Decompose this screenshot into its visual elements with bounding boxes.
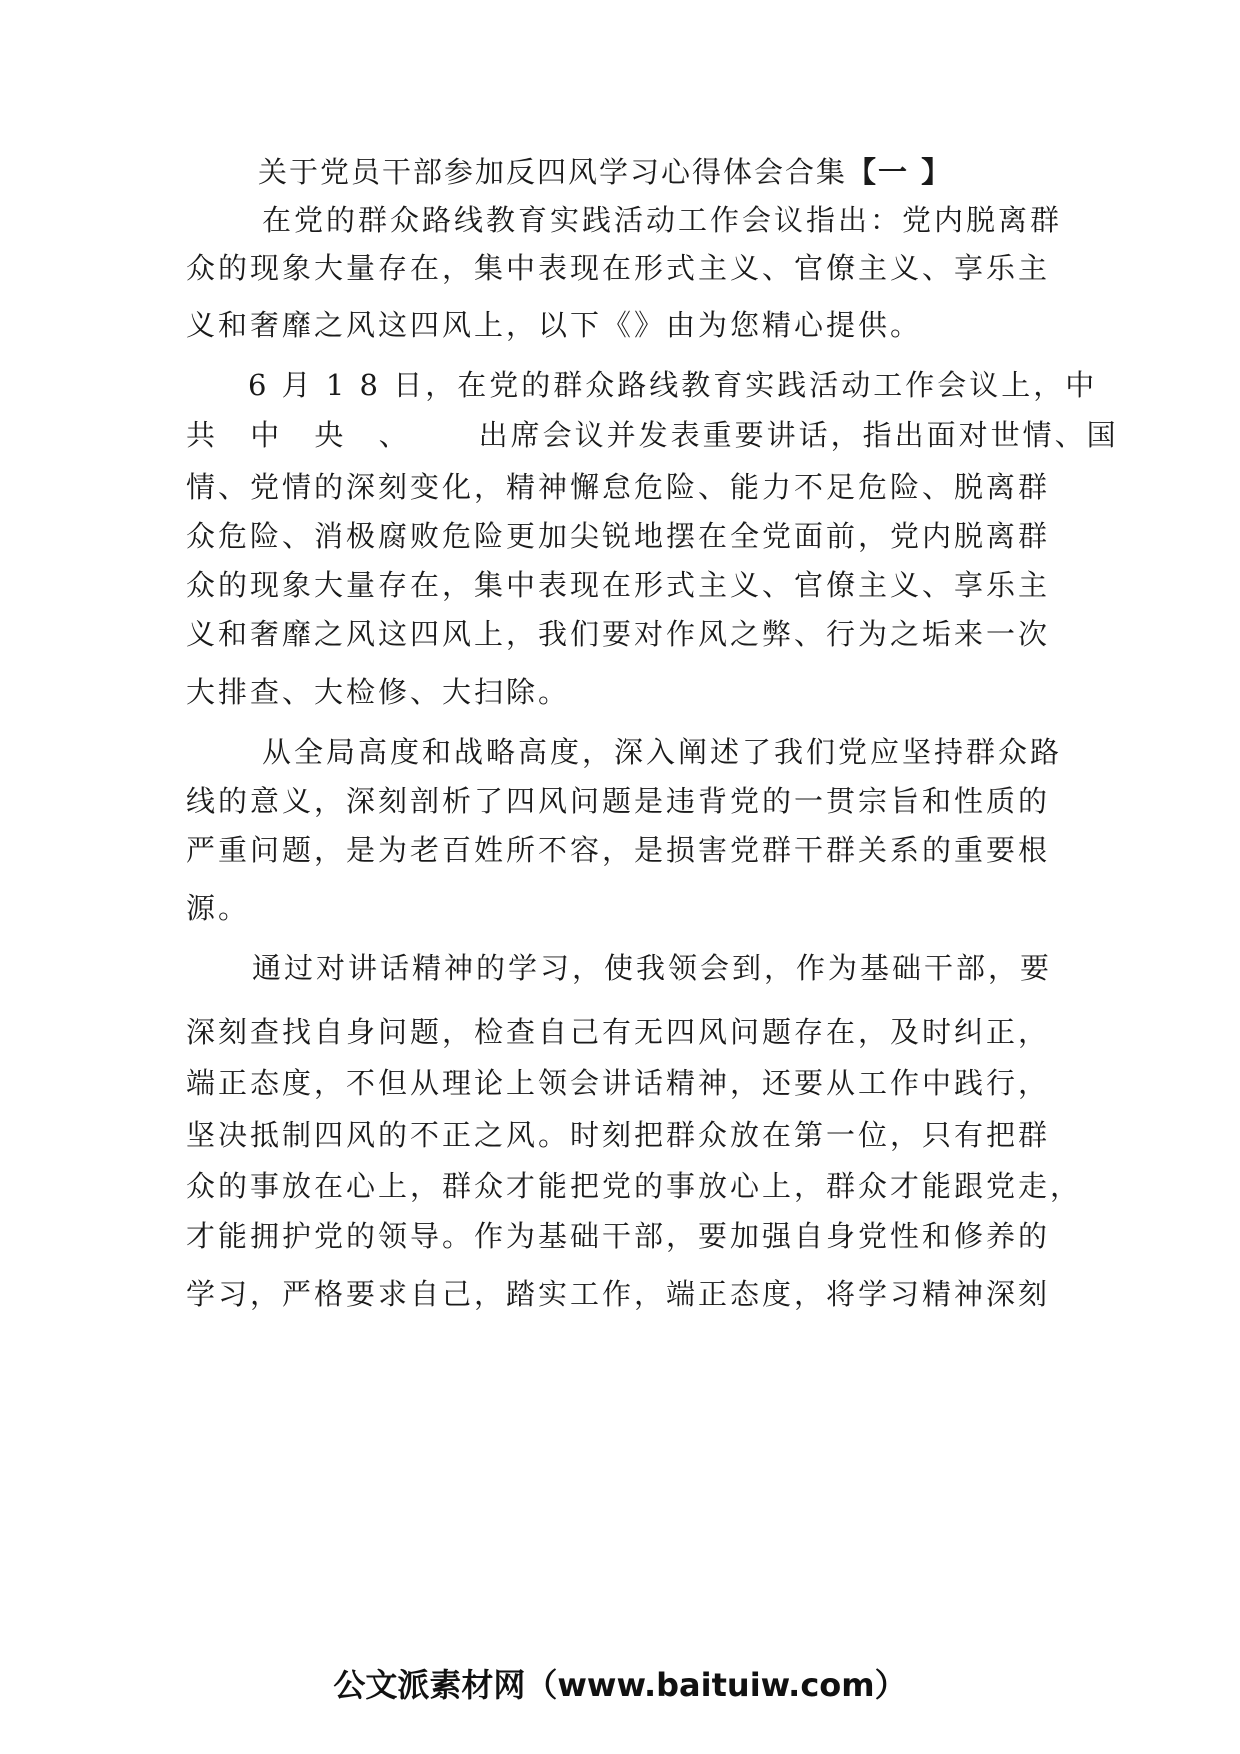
paragraph-line: 学习，严格要求自己，踏实工作，端正态度，将学习精神深刻: [186, 1277, 1051, 1311]
title-text: 关于党员干部参加反四风学习心得体会合集: [258, 155, 848, 189]
paragraph-line: 通过对讲话精神的学习，使我领会到，作为基础干部，要: [252, 951, 1053, 985]
paragraph-line: 深刻查找自身问题，检查自己有无四风问题存在，及时纠正，: [186, 1015, 1051, 1049]
paragraph-line: 源。: [186, 891, 251, 925]
document-title: [258, 150, 952, 191]
footer-watermark: 公文派素材网（www.baituiw.com）: [333, 1666, 907, 1704]
paragraph-line: 才能拥护党的领导。作为基础干部，要加强自身党性和修养的: [186, 1219, 1051, 1253]
paragraph-line: 6 月 1 8 日，在党的群众路线教育实践活动工作会议上，中: [248, 368, 1098, 402]
line-segment: 共 中 央 、: [186, 418, 421, 452]
paragraph-line: 众危险、消极腐败危险更加尖锐地摆在全党面前，党内脱离群: [186, 519, 1051, 553]
paragraph-line: 严重问题，是为老百姓所不容，是损害党群干群关系的重要根: [186, 833, 1051, 867]
paragraph-line: 众的现象大量存在，集中表现在形式主义、官僚主义、享乐主: [186, 251, 1051, 285]
paragraph-line: 义和奢靡之风这四风上，以下《》由为您精心提供。: [186, 308, 923, 342]
line-segment: 出席会议并发表重要讲话，指出面对世情、国: [478, 418, 1119, 452]
paragraph-line: 从全局高度和战略高度，深入阐述了我们党应坚持群众路: [262, 735, 1063, 769]
paragraph-line: 义和奢靡之风这四风上，我们要对作风之弊、行为之垢来一次: [186, 617, 1051, 651]
title-number: 【一 】: [847, 155, 953, 189]
paragraph-line: 在党的群众路线教育实践活动工作会议指出：党内脱离群: [262, 203, 1063, 237]
paragraph-line: 众的现象大量存在，集中表现在形式主义、官僚主义、享乐主: [186, 568, 1051, 602]
paragraph-line: 线的意义，深刻剖析了四风问题是违背党的一贯宗旨和性质的: [186, 784, 1051, 818]
paragraph-line: 情、党情的深刻变化，精神懈怠危险、能力不足危险、脱离群: [186, 470, 1051, 504]
paragraph-line: [186, 413, 1119, 454]
paragraph-line: 端正态度，不但从理论上领会讲话精神，还要从工作中践行，: [186, 1066, 1051, 1100]
paragraph-line: 众的事放在心上，群众才能把党的事放心上，群众才能跟党走，: [186, 1169, 1083, 1203]
paragraph-line: 大排查、大检修、大扫除。: [186, 675, 571, 709]
paragraph-line: 坚决抵制四风的不正之风。时刻把群众放在第一位，只有把群: [186, 1118, 1051, 1152]
